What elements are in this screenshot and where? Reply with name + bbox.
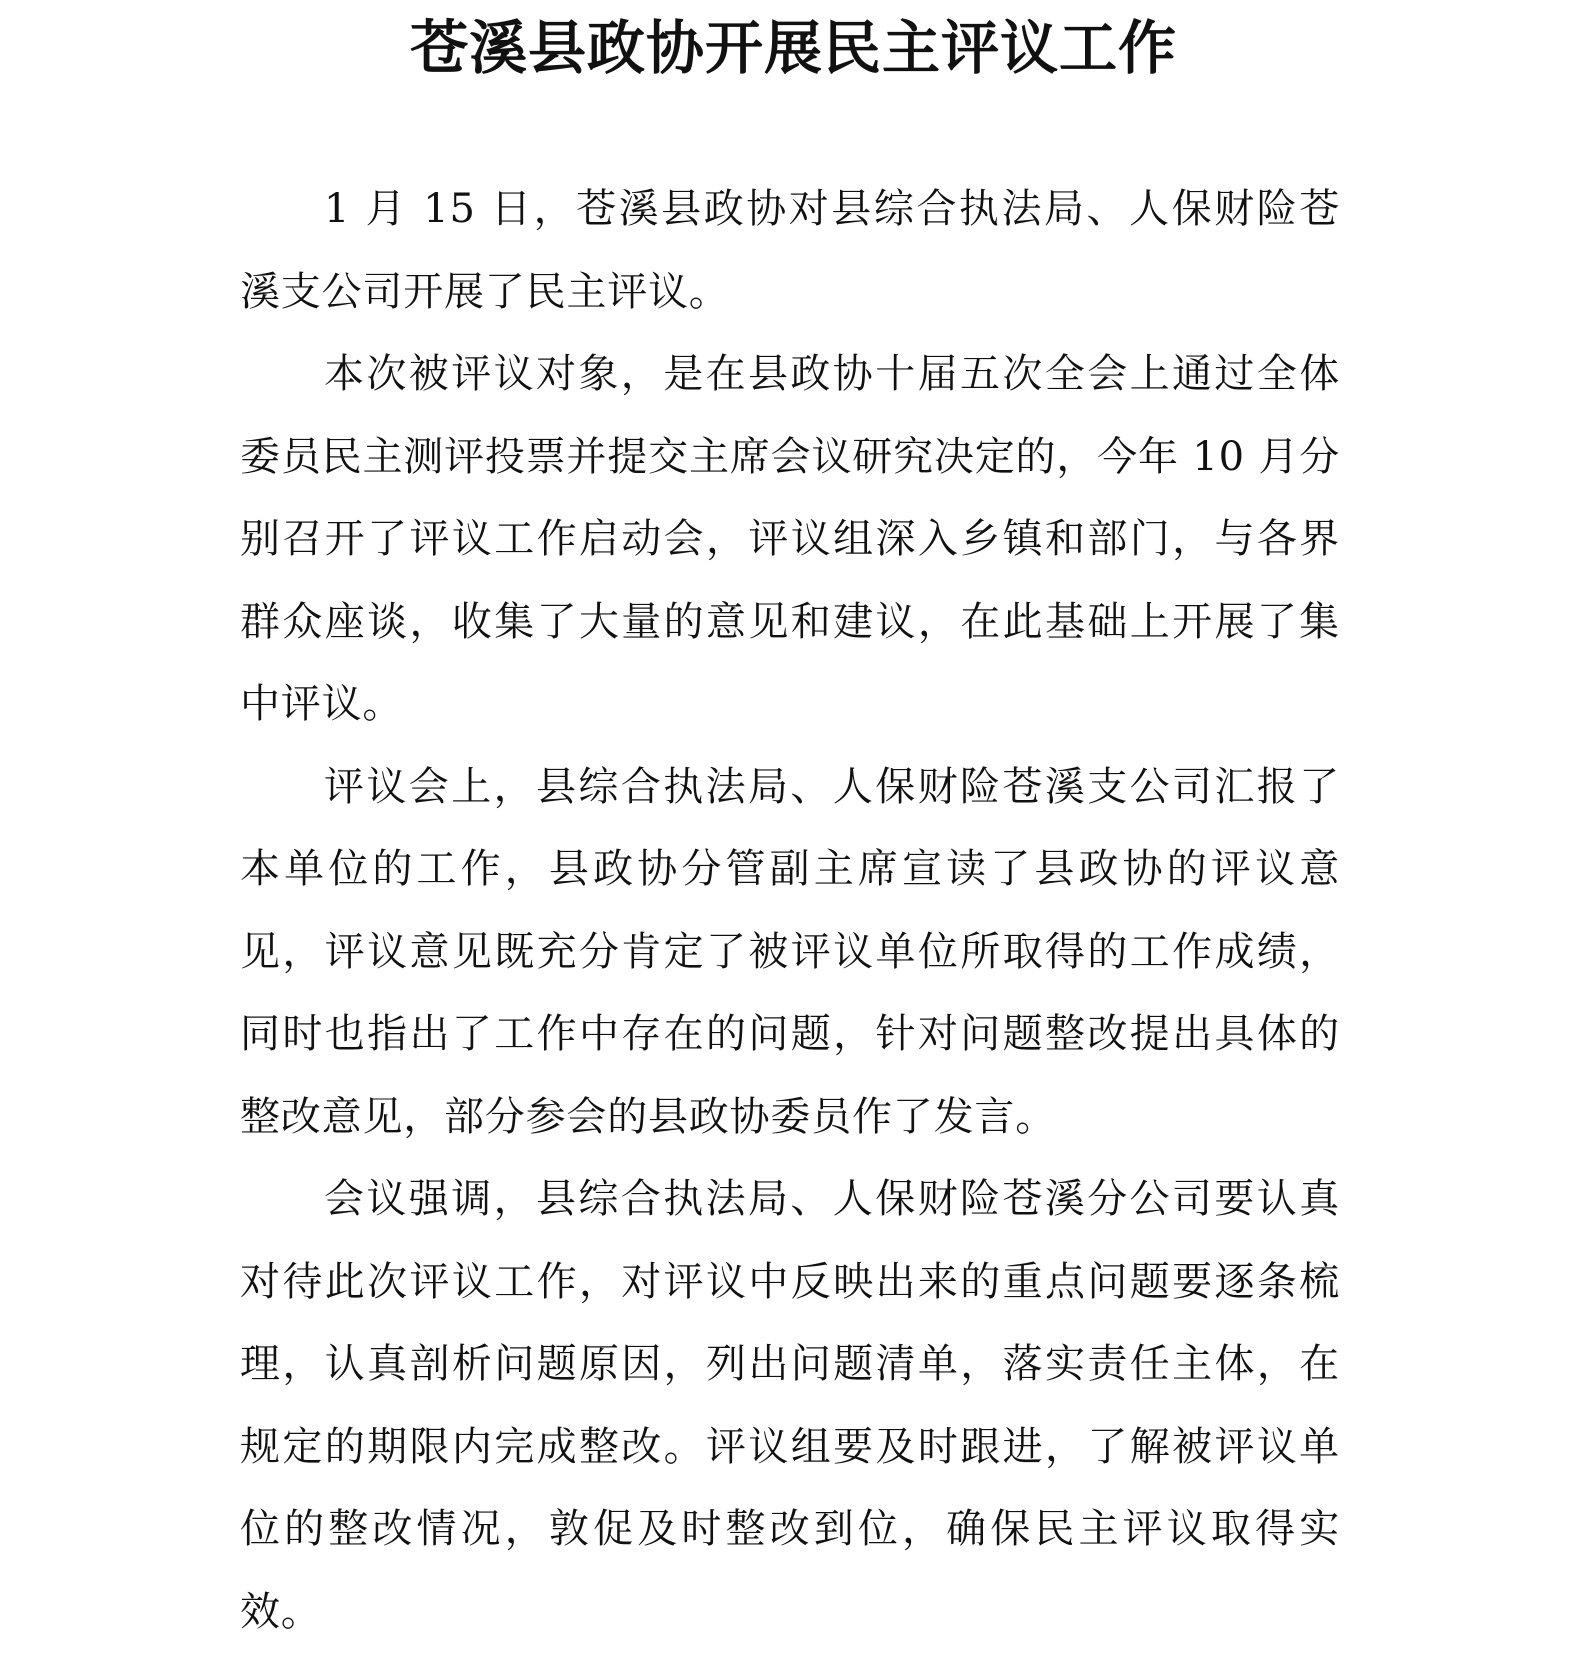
paragraph-2: 本次被评议对象，是在县政协十届五次全会上通过全体委员民主测评投票并提交主席会议研究决定的，今年 10 月分别召开了评议工作启动会，评议组深入乡镇和部门，与各界群众座谈，收集了大量的意见和建议，在此基础上开展了集中评议。: [240, 351, 1340, 727]
document-title: 苍溪县政协开展民主评议工作: [409, 14, 1177, 82]
paragraph-1: 1 月 15 日，苍溪县政协对县综合执法局、人保财险苍溪支公司开展了民主评议。: [240, 186, 1340, 315]
paragraph-4: 会议强调，县综合执法局、人保财险苍溪分公司要认真对待此次评议工作，对评议中反映出来的重点问题要逐条梳理，认真剖析问题原因，列出问题清单，落实责任主体，在规定的期限内完成整改。评议组要及时跟进，了解被评议单位的整改情况，敦促及时整改到位，确保民主评议取得实效。: [240, 1176, 1340, 1635]
paragraph-3: 评议会上，县综合执法局、人保财险苍溪支公司汇报了本单位的工作，县政协分管副主席宣读了县政协的评议意见，评议意见既充分肯定了被评议单位所取得的工作成绩，同时也指出了工作中存在的问题，针对问题整改提出具体的整改意见，部分参会的县政协委员作了发言。: [240, 763, 1340, 1140]
document-body: [240, 168, 1340, 1653]
